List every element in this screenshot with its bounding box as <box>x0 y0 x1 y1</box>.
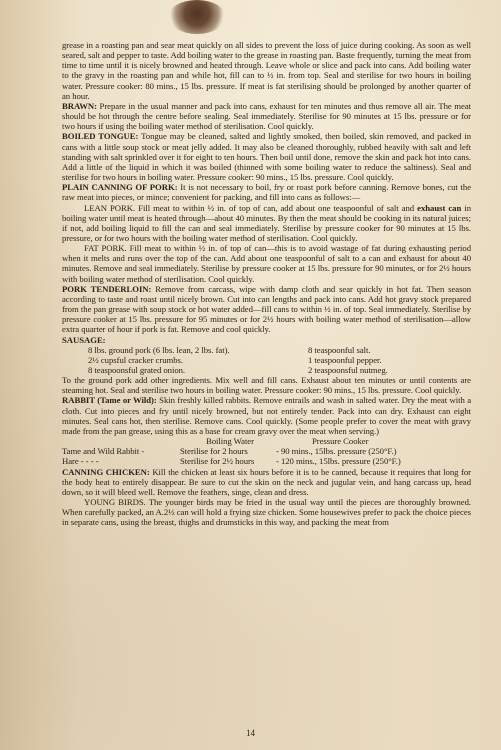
lean-pork-text-1: Fill meat to within ½ in. of top of can, add about one teaspoonful of salt and <box>135 202 418 213</box>
table-cell: Sterilise for 2 hours <box>180 446 248 457</box>
young-birds-paragraph <box>62 497 471 527</box>
sterilise-table <box>62 436 471 466</box>
page-text <box>62 40 471 528</box>
pork-heading: PLAIN CANNING OF PORK: <box>62 182 178 193</box>
rabbit-heading: RABBIT (Tame or Wild): <box>62 395 157 406</box>
rabbit-text: Skin freshly killed rabbits. Remove entrails and wash in salted water. Dry the meat with a cloth. Cut into pieces and fry until nicely browned, but not entirely tender. Pack into can dry. Exhaust can eight minutes. Seal cans hot, then sterilise. Remove cans. Cool quickly. (Some people prefer to cover the meat with gravy made from the pan grease, using this as a base for cream gravy over the meat when serving.) <box>62 395 471 436</box>
fat-pork-paragraph <box>62 243 471 284</box>
fat-pork-heading: FAT PORK. <box>84 243 127 254</box>
table-cell: Sterilise for 2½ hours <box>180 456 255 467</box>
ingredient-item: 8 teaspoonsful grated onion. <box>88 365 186 375</box>
table-cell: - 90 mins., 15lbs. pressure (250°F.) <box>276 446 397 457</box>
tenderloin-text: Remove from carcass, wipe with damp cloth and sear quickly in hot fat. Then season according to taste and roast until nicely brown. Cut into can lengths and pack into cans. Add hot gravy stock prepared from the pan grease with soup stock or hot water added—fill cans to within ½ in. of top. Seal immediately. Sterilise by pressure cooker at 15 lbs. pressure for 95 minutes or for 2½ hours with boiling water method of sterilisation—allow extra quarter of hour if pork is fat. Remove and cool quickly. <box>62 283 472 335</box>
lean-pork-text-2: in boiling water until meat is heated through—about 40 minutes. By then the meat should be cooking in its natural juices; if not, add boiling liquid to fill the can and seal immediately. Sterilise by pressure cooker for 90 minutes at 15 lbs. pressure, or for two hours with the boiling water method of sterilisation. Cool quickly. <box>62 202 471 243</box>
pork-paragraph <box>62 182 471 202</box>
brawn-paragraph <box>62 101 471 131</box>
rabbit-paragraph <box>62 395 471 436</box>
brawn-text: Prepare in the usual manner and pack into cans, exhaust for ten minutes and thus remove all air. The meat should be hot through the centre before sealing. Seal immediately. Sterilise for 90 minutes at 15 lbs. pressure or for two hours if using the boiling water method of sterilisation. Cool quickly. <box>62 100 471 132</box>
lean-pork-paragraph <box>62 203 471 244</box>
page-number: 14 <box>246 728 255 738</box>
lean-pork-bold: exhaust can <box>417 202 462 213</box>
tongue-heading: BOILED TONGUE: <box>62 131 139 142</box>
table-cell: Tame and Wild Rabbit - <box>62 446 145 457</box>
young-birds-text: The younger birds may be fried in the usual way until the pieces are thoroughly browned. When carefully packed, an A.2½ can will hold a frying size chicken. Some housewives prefer to pack the choice pieces in separate cans, using the breast, thighs and drumsticks in this way, and packing the meat from <box>62 497 471 528</box>
young-birds-heading: YOUNG BIRDS. <box>84 497 146 508</box>
ink-stain <box>168 0 226 34</box>
ingredient-item: 2 teaspoonsful nutmeg. <box>308 365 388 375</box>
chicken-heading: CANNING CHICKEN: <box>62 466 150 477</box>
chicken-paragraph <box>62 467 471 497</box>
lean-pork-heading: LEAN PORK. <box>84 202 136 213</box>
sausage-heading-line <box>62 335 471 345</box>
tongue-text: Tongue may be cleaned, salted and lightly smoked, then boiled, skin removed, and packed in cans with a little soup stock or meat jelly added. It may also be cleaned thoroughly, rubbed heavily with salt and left standing with salt sprinkled over it for eight to ten hours. Then boil until done, remove the skin and pack hot into cans. Add a little of the liquid in which it was boiled (thinned with some boiling water to reduce the saltiness). Seal and sterilise for two hours in boiling water. Pressure cooker: 90 mins., 15 lbs. pressure. Cool quickly. <box>62 131 472 183</box>
chicken-text: Kill the chicken at least six hours before it is to be canned, because it requires that long for the body heat to entirely disappear. Be sure to cut the skin on the neck and jugular vein, and hang carcass up, head down, so it will bleed well. Remove the feathers, singe, clean and dress. <box>62 466 471 497</box>
brawn-heading: BRAWN: <box>62 100 97 111</box>
ingredient-item: 2½ cupsful cracker crumbs. <box>88 354 183 365</box>
ingredient-item: 8 teaspoonful salt. <box>308 344 371 355</box>
sausage-ingredients <box>62 345 471 375</box>
ingredient-item: 8 lbs. ground pork (6 lbs. lean, 2 lbs. fat). <box>88 344 230 355</box>
tenderloin-heading: PORK TENDERLOIN: <box>62 283 152 294</box>
table-header: Boiling Water <box>206 436 254 447</box>
pork-text: It is not necessary to boil, fry or roast pork before canning. Remove bones, cut the raw meat into pieces, or mince; convenient for packing, and fill into cans as follows:— <box>62 182 471 203</box>
sausage-heading: SAUSAGE: <box>62 334 106 345</box>
fat-pork-text: Fill meat to within ½ in. of top of can—this is to avoid wastage of fat during exhausting period when it melts and runs over the top of the can. Add about one teaspoonful of salt to a can and exhaust for about 40 minutes. Remove and seal immediately. Sterilise by pressure cooker at 15 lbs. pressure for 90 minutes, or for 2½ hours with boiling water method of sterilisation. Cool quickly. <box>62 243 471 284</box>
ingredient-item: 1 teaspoonful pepper. <box>308 354 382 365</box>
sausage-paragraph: To the ground pork add other ingredients. Mix well and fill cans. Exhaust about ten minutes or until contents are steaming hot. Seal and sterilise two hours in boiling water. Pressure cooker: 90 mins., 15 lbs. pressure. Cool quickly. <box>62 375 471 396</box>
tenderloin-paragraph <box>62 284 471 335</box>
table-cell: - 120 mins., 15lbs. pressure (250°F.) <box>276 456 401 467</box>
table-header <box>62 436 180 446</box>
table-cell: Hare - - - - <box>62 456 99 467</box>
intro-paragraph: grease in a roasting pan and sear meat quickly on all sides to prevent the loss of juice during cooking. As soon as well seared, salt and pepper to taste. Add boiling water to the grease in roasting pan. Baste frequently, turning the meat from time to time until it is nicely browned and heated through. Leave whole or slice and pack into cans. Add boiling water to the gravy in the roasting pan and while hot, fill can to ½ in. from top. Seal and sterilise for two hours in boiling water. Pressure cooker: 80 mins., 15 lbs. pressure. If meat is fat sterilising should be prolonged by another quarter of an hour. <box>62 40 471 101</box>
table-header: Pressure Cooker <box>312 436 369 447</box>
tongue-paragraph <box>62 131 471 182</box>
